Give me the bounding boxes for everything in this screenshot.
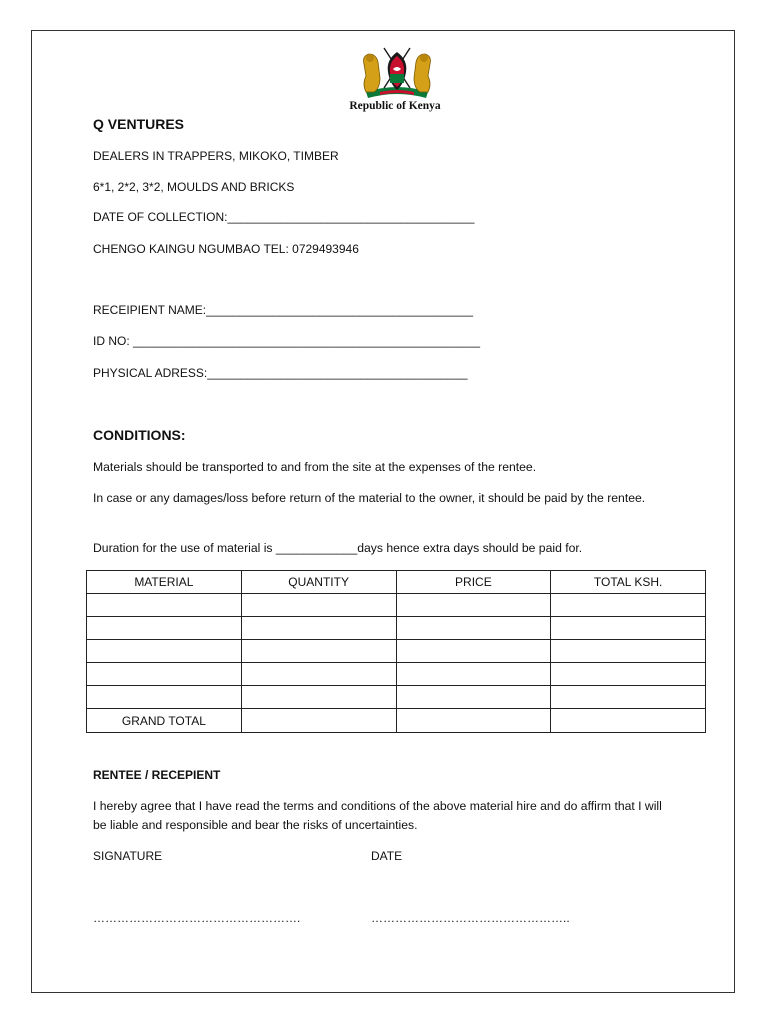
table-cell[interactable] [241,617,396,640]
column-header-quantity: QUANTITY [241,571,396,594]
table-cell[interactable] [87,640,242,663]
recipient-name-field[interactable]: RECEIPIENT NAME:________________________________________ [93,303,474,317]
table-cell[interactable] [551,686,706,709]
column-header-price: PRICE [396,571,551,594]
grand-total-price-cell[interactable] [396,709,551,733]
table-cell[interactable] [87,594,242,617]
signature-label: SIGNATURE [93,849,163,863]
table-cell[interactable] [396,686,551,709]
table-cell[interactable] [551,617,706,640]
table-row [87,663,706,686]
table-row [87,640,706,663]
agreement-heading: RENTEE / RECEPIENT [93,768,221,782]
contact-line: CHENGO KAINGU NGUMBAO TEL: 0729493946 [93,242,359,256]
condition-item: Duration for the use of material is ____________days hence extra days should be paid for. [93,541,583,555]
conditions-heading: CONDITIONS: [93,427,186,443]
physical-address-field[interactable]: PHYSICAL ADRESS:_______________________________________ [93,366,468,380]
table-cell[interactable] [551,640,706,663]
grand-total-label: GRAND TOTAL [87,709,242,733]
business-line-products: 6*1, 2*2, 3*2, MOULDS AND BRICKS [93,180,295,194]
kenya-coat-of-arms-icon [356,42,438,100]
table-cell[interactable] [396,594,551,617]
grand-total-amount-cell[interactable] [551,709,706,733]
column-header-material: MATERIAL [87,571,242,594]
date-of-collection-field[interactable]: DATE OF COLLECTION:_____________________________________ [93,210,475,224]
condition-item: In case or any damages/loss before return of the material to the owner, it should be paid by the rentee. [93,491,646,505]
business-name: Q VENTURES [93,116,185,132]
grand-total-quantity-cell[interactable] [241,709,396,733]
table-cell[interactable] [551,594,706,617]
crest-caption: Republic of Kenya [349,100,441,112]
condition-item: Materials should be transported to and from the site at the expenses of the rentee. [93,460,537,474]
signature-line[interactable]: ……………………………………………. [93,911,301,925]
table-cell[interactable] [241,686,396,709]
table-cell[interactable] [396,640,551,663]
id-number-field[interactable]: ID NO: ____________________________________________________ [93,334,481,348]
table-row [87,594,706,617]
table-row [87,686,706,709]
table-cell[interactable] [87,663,242,686]
table-cell[interactable] [551,663,706,686]
table-row [87,617,706,640]
date-line[interactable]: ………………………………………….. [371,911,570,925]
column-header-total: TOTAL KSH. [551,571,706,594]
materials-table [86,570,706,733]
grand-total-row [87,709,706,733]
table-cell[interactable] [396,663,551,686]
agreement-text: I hereby agree that I have read the terms and conditions of the above material hire and do affirm that I will be liable and responsible and bear the risks of uncertainties. [93,799,662,832]
business-line-dealers: DEALERS IN TRAPPERS, MIKOKO, TIMBER [93,149,339,163]
table-cell[interactable] [241,663,396,686]
date-label: DATE [371,849,403,863]
table-cell[interactable] [396,617,551,640]
table-cell[interactable] [241,594,396,617]
table-cell[interactable] [241,640,396,663]
table-cell[interactable] [87,617,242,640]
table-cell[interactable] [87,686,242,709]
table-header-row [87,571,706,594]
